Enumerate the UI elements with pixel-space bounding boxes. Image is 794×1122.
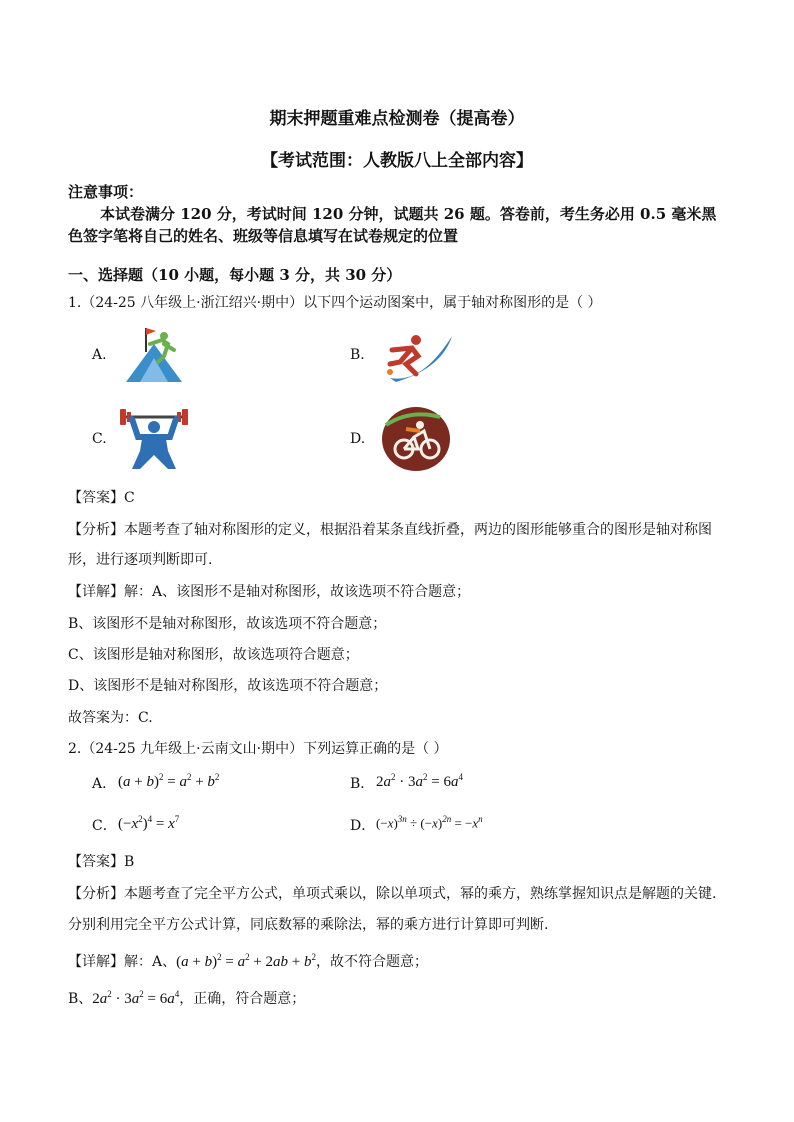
- notice-line-1: 本试卷满分 120 分，考试时间 120 分钟，试题共 26 题。答卷前，考生务必用 0.5 毫米黑: [100, 205, 717, 223]
- q2-detail-b-suffix: ，正确，符合题意；: [179, 991, 306, 1007]
- page-title: 期末押题重难点检测卷（提高卷）: [269, 109, 525, 129]
- notice-heading: 注意事项：: [68, 183, 144, 201]
- notice-line-2: 色签字笔将自己的姓名、班级等信息填写在试卷规定的位置: [68, 227, 459, 245]
- q1-answer: 【答案】C: [68, 490, 135, 506]
- q1-detail-1: 【详解】解：A、该图形不是轴对称图形，故该选项不符合题意；: [68, 584, 471, 600]
- runner-icon: [382, 328, 458, 390]
- exam-scope: 【考试范围：人教版八上全部内容】: [261, 151, 533, 171]
- q2-detail-a-formula: $(a + b)^2 = a^2 + 2ab + b^2$: [176, 952, 316, 970]
- q2-answer: 【答案】B: [68, 854, 135, 870]
- q2-option-a-label: A．: [92, 776, 117, 792]
- q2-option-c-label: C．: [92, 818, 117, 834]
- weightlifter-icon: [118, 407, 190, 479]
- q2-stem: 2.（24-25 九年级上·云南文山·期中）下列运算正确的是（ ）: [68, 741, 448, 757]
- q1-analysis-1: 【分析】本题考查了轴对称图形的定义，根据沿着某条直线折叠，两边的图形能够重合的图形是轴对称图: [68, 522, 712, 538]
- q2-option-d-formula: $(-x)^{3n} \div (-x)^{2n} = -x^n$: [376, 814, 483, 831]
- q2-detail-b-formula: $2a^2 \cdot 3a^2 = 6a^4$: [92, 989, 180, 1007]
- mountain-climber-icon: [124, 322, 184, 388]
- q1-detail-4: D、该图形不是轴对称图形，故该选项不符合题意；: [68, 678, 388, 694]
- q2-option-a-formula: $(a + b)^2 = a^2 + b^2$: [118, 772, 220, 790]
- q1-conclusion: 故答案为：C.: [68, 710, 153, 726]
- q2-detail-b-prefix: B、: [68, 991, 93, 1007]
- q2-analysis-2: 分别利用完全平方公式计算，同底数幂的乘除法，幂的乘方进行计算即可判断.: [68, 917, 549, 933]
- q1-stem: 1.（24-25 八年级上·浙江绍兴·期中）以下四个运动图案中，属于轴对称图形的是（ ）: [68, 295, 602, 311]
- q2-detail-b: [68, 988, 305, 1008]
- q2-option-c-formula: $(-x^2)^4 = x^7$: [118, 814, 180, 832]
- q2-detail-a-suffix: ，故不符合题意；: [316, 954, 428, 970]
- q2-option-b-label: B．: [350, 776, 375, 792]
- q1-option-c-label: C.: [92, 431, 107, 447]
- q1-analysis-2: 形，进行逐项判断即可.: [68, 552, 213, 568]
- q1-option-b-label: B.: [350, 347, 365, 363]
- cyclist-icon: [380, 405, 452, 477]
- q2-detail-a-prefix: 【详解】解：A、: [68, 954, 177, 970]
- section-heading: 一、选择题（10 小题，每小题 3 分，共 30 分）: [68, 266, 402, 284]
- q2-option-d-label: D．: [350, 818, 376, 834]
- q2-option-b-formula: $2a^2 \cdot 3a^2 = 6a^4$: [376, 772, 463, 790]
- q1-detail-3: C、该图形是轴对称图形，故该选项符合题意；: [68, 647, 359, 663]
- q1-option-d-label: D.: [350, 431, 366, 447]
- q1-detail-2: B、该图形不是轴对称图形，故该选项不符合题意；: [68, 616, 387, 632]
- q2-detail-a: [68, 951, 428, 971]
- q2-analysis-1: 【分析】本题考查了完全平方公式，单项式乘以，除以单项式，幂的乘方，熟练掌握知识点是解题的关键.: [68, 886, 717, 902]
- q1-option-a-label: A.: [92, 347, 107, 363]
